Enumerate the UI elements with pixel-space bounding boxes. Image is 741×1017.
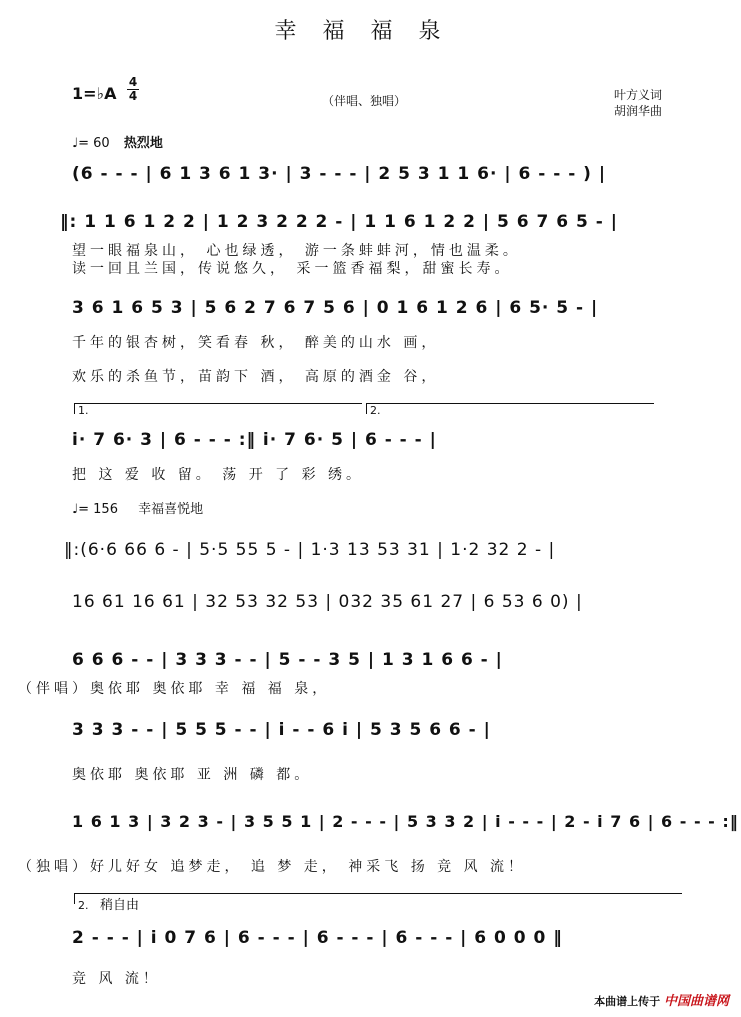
- score-row-2: ‖: 1 1 6 1 2 2 | 1 2 3 2 2 2 - | 1 1 6 1 2 2 | 5 6 7 6 5 - |: [60, 212, 618, 232]
- lyrics-row-8: 竞 风 流！: [72, 971, 161, 987]
- volta-final: 2. 稍自由: [74, 893, 682, 904]
- tempo-mark-1: ♩= 60 热烈地: [72, 136, 163, 151]
- site-logo[interactable]: 中国曲谱网: [663, 994, 729, 1009]
- score-row-5: 6 6 6 - - | 3 3 3 - - | 5 - - 3 5 | 1 3 1 6 6 - |: [72, 650, 503, 670]
- score-row-6: 3 3 3 - - | 5 5 5 - - | i - - 6 i | 5 3 5 6 6 - |: [72, 720, 491, 740]
- tempo-mark-2: ♩= 156 幸福喜悦地: [72, 502, 204, 517]
- lyrics-row-5: （伴唱）奥依耶 奥依耶 幸 福 福 泉，: [18, 681, 331, 697]
- score-row-1: (6 - - - | 6 1 3 6 1 3· | 3 - - - | 2 5 3 1 1 6· | 6 - - - ) |: [72, 164, 607, 184]
- interlude-row-2: 16 61 16 61 | 32 53 32 53 | 032 35 61 27 | 6 53 6 0) |: [72, 592, 583, 612]
- time-numerator: 4: [128, 75, 138, 89]
- subtitle: （伴唱、独唱）: [322, 94, 407, 108]
- page-title: 幸福福泉: [274, 19, 467, 44]
- lyrics-row-7: （独唱）好儿好女 追梦走， 追 梦 走， 神采飞 扬 竞 风 流！: [18, 859, 527, 875]
- score-row-8: 2 - - - | i 0 7 6 | 6 - - - | 6 - - - | 6 - - - | 6 0 0 0 ‖: [72, 928, 563, 948]
- volta-1: 1.: [74, 403, 362, 414]
- lyricist-credit: 叶方义词: [614, 88, 663, 102]
- interlude-row-1: ‖:(6·6 66 6 - | 5·5 55 5 - | 1·3 13 53 31 | 1·2 32 2 - |: [64, 540, 556, 560]
- lyrics-row-2b: 读一回且兰国，传说悠久， 采一篮香福梨，甜蜜长寿。: [72, 261, 513, 277]
- key-signature: 1=♭A: [72, 84, 117, 103]
- volta-2: 2.: [366, 403, 654, 414]
- lyrics-row-2a: 望一眼福泉山， 心也绿透， 游一条蚌蚌河，情也温柔。: [72, 243, 521, 259]
- upload-footer: 本曲谱上传于 中国曲谱网: [594, 994, 729, 1009]
- lyrics-row-3b: 欢乐的杀鱼节，苗韵下 酒， 高原的酒金 谷，: [72, 369, 440, 385]
- score-row-7: 1 6 1 3 | 3 2 3 - | 3 5 5 1 | 2 - - - | 5 3 3 2 | i - - - | 2 - i 7 6 | 6 - - - :‖: [72, 812, 739, 831]
- time-denominator: 4: [128, 89, 138, 103]
- score-row-4: i· 7 6· 3 | 6 - - - :‖ i· 7 6· 5 | 6 - - - |: [72, 430, 437, 450]
- role-solo: （独唱）: [18, 859, 90, 875]
- role-chorus: （伴唱）: [18, 681, 90, 697]
- composer-credit: 胡润华曲: [614, 104, 663, 118]
- lyrics-row-3a: 千年的银杏树，笑看春 秋， 醉美的山水 画，: [72, 335, 440, 351]
- lyrics-row-4: 把 这 爱 收 留。 荡 开 了 彩 绣。: [72, 467, 365, 483]
- lyrics-row-6: 奥依耶 奥依耶 亚 洲 磷 都。: [72, 767, 313, 783]
- time-signature: [127, 76, 139, 103]
- score-row-3: 3 6 1 6 5 3 | 5 6 2 7 6 7 5 6 | 0 1 6 1 2 6 | 6 5· 5 - |: [72, 298, 599, 318]
